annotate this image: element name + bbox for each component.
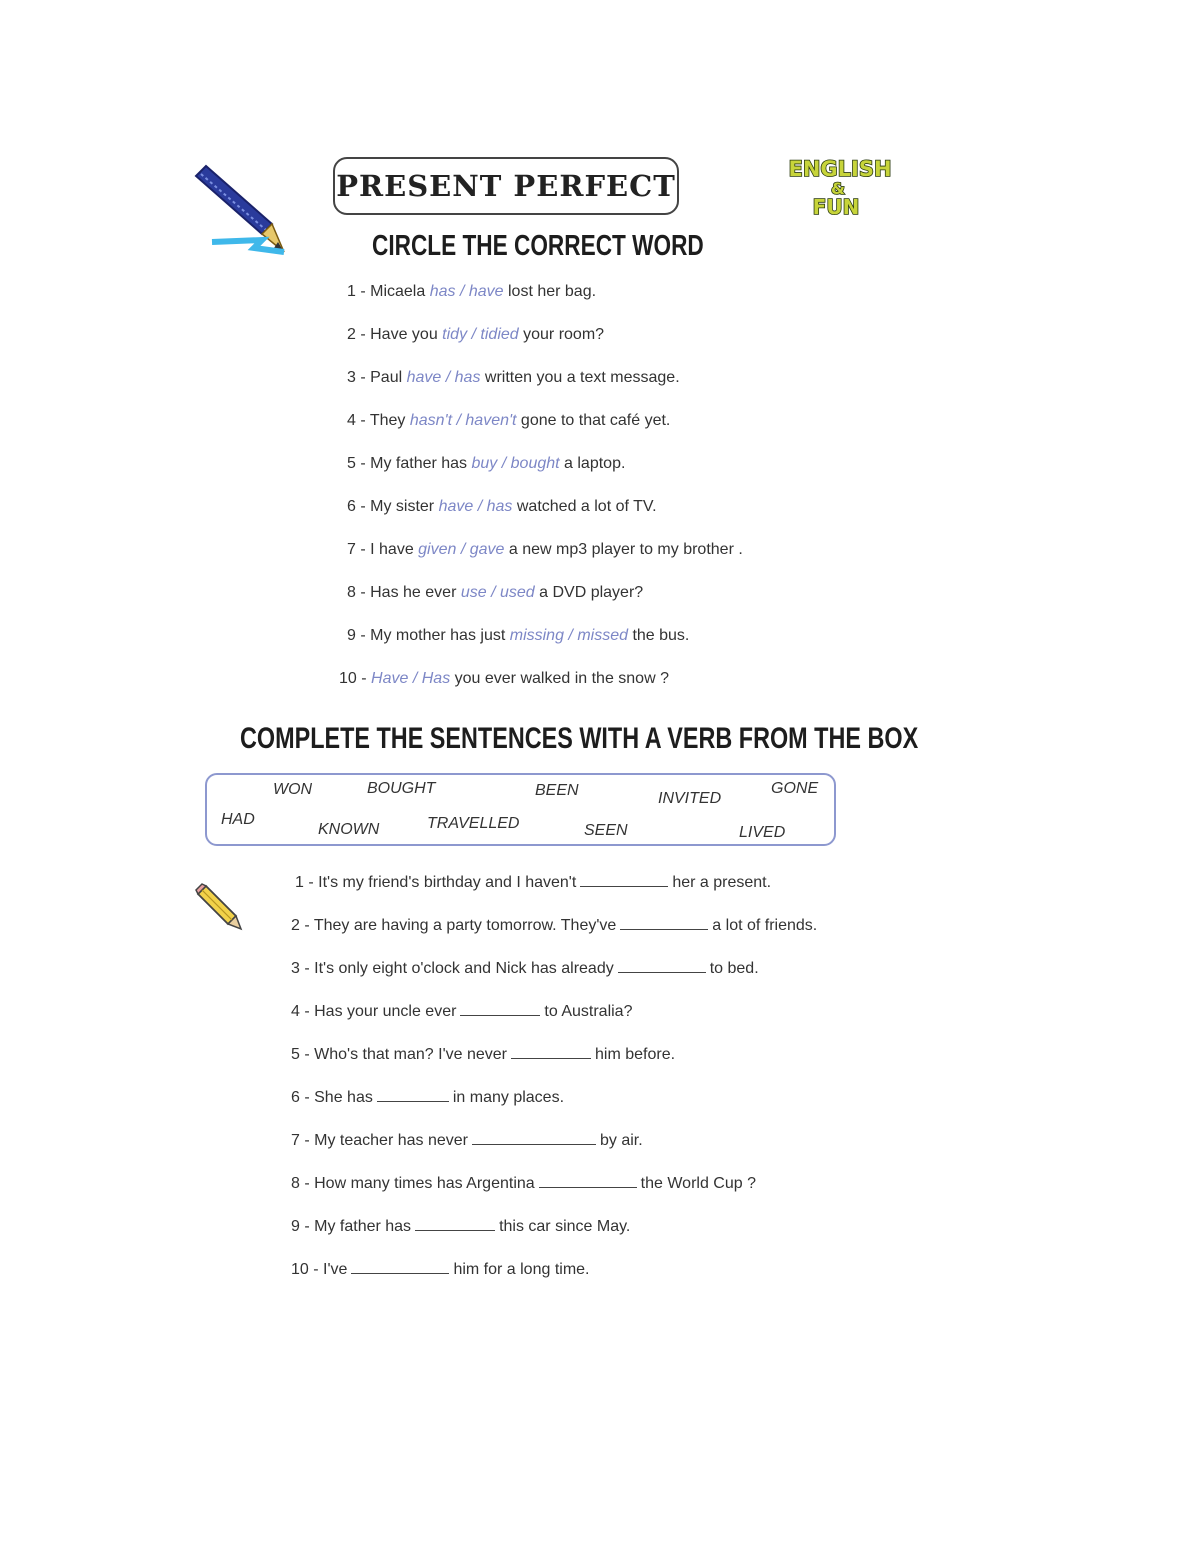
choice-option-1[interactable]: have <box>406 369 442 386</box>
item-text-after: lost her bag. <box>503 283 597 300</box>
item-text-before: Who's that man? I've never <box>314 1046 507 1063</box>
logo-line3: FUN <box>812 195 860 219</box>
item-text-after: gone to that café yet. <box>516 412 671 429</box>
item-number: 3 - <box>291 960 310 977</box>
item-number: 8 - <box>291 1175 310 1192</box>
item-text-before: My mother has just <box>370 627 510 644</box>
verb-box <box>205 773 836 846</box>
item-text-before: It's my friend's birthday and I haven't <box>318 874 577 891</box>
choice-option-1[interactable]: Have <box>371 670 409 687</box>
complete-item <box>295 872 771 894</box>
choice-option-2[interactable]: tidied <box>480 326 519 343</box>
item-number: 10 - <box>339 670 367 687</box>
answer-blank[interactable] <box>580 872 668 887</box>
answer-blank[interactable] <box>620 915 708 930</box>
title-box <box>333 157 679 215</box>
choice-option-1[interactable]: buy <box>471 455 498 472</box>
complete-item <box>291 1001 632 1023</box>
complete-item <box>291 1173 756 1195</box>
item-number: 5 - <box>347 455 366 472</box>
answer-blank[interactable] <box>472 1130 596 1145</box>
choice-separator: / <box>456 541 470 558</box>
complete-item <box>291 915 817 937</box>
choice-separator: / <box>497 455 511 472</box>
circle-item <box>347 496 657 518</box>
choice-option-2[interactable]: has <box>454 369 481 386</box>
answer-blank[interactable] <box>351 1259 449 1274</box>
answer-blank[interactable] <box>511 1044 591 1059</box>
item-text-after: in many places. <box>452 1089 565 1106</box>
item-text-after: by air. <box>599 1132 643 1149</box>
item-text-before: Has your uncle ever <box>314 1003 457 1020</box>
item-text-after: this car since May. <box>499 1218 631 1235</box>
circle-item <box>339 668 669 690</box>
answer-blank[interactable] <box>377 1087 449 1102</box>
complete-item <box>291 1259 590 1281</box>
item-number: 6 - <box>347 498 366 515</box>
choice-option-2[interactable]: have <box>468 283 504 300</box>
complete-item <box>291 1130 643 1152</box>
item-text-before: I have <box>370 541 419 558</box>
box-word: BOUGHT <box>367 780 436 797</box>
box-word: KNOWN <box>318 821 380 838</box>
choice-option-2[interactable]: missed <box>577 627 628 644</box>
item-text-after: to Australia? <box>544 1003 633 1020</box>
circle-item <box>347 410 670 432</box>
item-text-before: My father has <box>314 1218 412 1235</box>
item-number: 10 - <box>291 1261 319 1278</box>
complete-item <box>291 958 759 980</box>
choice-option-1[interactable]: missing <box>509 627 564 644</box>
choice-option-2[interactable]: used <box>499 584 535 601</box>
item-text-after: your room? <box>518 326 605 343</box>
item-text-after: a laptop. <box>559 455 626 472</box>
box-word: LIVED <box>739 824 786 841</box>
logo-line1: ENGLISH <box>788 157 892 181</box>
item-number: 1 - <box>295 874 314 891</box>
choice-separator: / <box>486 584 500 601</box>
page-title: PRESENT PERFECT <box>336 169 676 203</box>
item-text-before: They <box>369 412 410 429</box>
choice-option-1[interactable]: tidy <box>442 326 468 343</box>
box-word: SEEN <box>584 822 628 839</box>
circle-item <box>347 539 743 561</box>
item-text-before: I've <box>323 1261 348 1278</box>
answer-blank[interactable] <box>460 1001 540 1016</box>
item-text-after: a new mp3 player to my brother . <box>504 541 743 558</box>
item-text-before: My father has <box>370 455 472 472</box>
circle-item <box>347 582 643 604</box>
box-word: BEEN <box>535 782 579 799</box>
choice-option-2[interactable]: has <box>486 498 513 515</box>
item-number: 7 - <box>291 1132 310 1149</box>
item-text-before: Have you <box>370 326 443 343</box>
choice-separator: / <box>563 627 578 644</box>
answer-blank[interactable] <box>539 1173 637 1188</box>
box-word: GONE <box>771 780 819 797</box>
item-text-before: My teacher has never <box>314 1132 468 1149</box>
item-number: 8 - <box>347 584 366 601</box>
complete-item <box>291 1044 675 1066</box>
circle-item <box>347 625 689 647</box>
choice-separator: / <box>452 412 466 429</box>
section2-heading: COMPLETE THE SENTENCES WITH A VERB FROM THE BOX <box>240 722 919 755</box>
item-text-before: She has <box>314 1089 373 1106</box>
choice-option-1[interactable]: use <box>460 584 487 601</box>
choice-option-1[interactable]: given <box>418 541 457 558</box>
choice-separator: / <box>473 498 487 515</box>
complete-item <box>291 1087 564 1109</box>
item-number: 1 - <box>347 283 366 300</box>
choice-option-1[interactable]: have <box>438 498 474 515</box>
item-text-after: the World Cup ? <box>640 1175 756 1192</box>
box-word: HAD <box>221 811 255 828</box>
item-text-before: Micaela <box>370 283 430 300</box>
item-text-before: How many times has Argentina <box>314 1175 535 1192</box>
item-number: 7 - <box>347 541 366 558</box>
choice-separator: / <box>467 326 481 343</box>
item-text-after: her a present. <box>672 874 772 891</box>
item-text-after: the bus. <box>628 627 690 644</box>
choice-option-2[interactable]: gave <box>469 541 505 558</box>
answer-blank[interactable] <box>415 1216 495 1231</box>
item-number: 9 - <box>347 627 366 644</box>
english-fun-logo <box>784 152 896 222</box>
choice-option-2[interactable]: bought <box>510 455 560 472</box>
item-text-after: written you a text message. <box>480 369 680 386</box>
item-text-after: him for a long time. <box>453 1261 590 1278</box>
section1-heading: CIRCLE THE CORRECT WORD <box>372 230 704 262</box>
item-text-after: to bed. <box>709 960 759 977</box>
choice-separator: / <box>408 670 422 687</box>
complete-item <box>291 1216 630 1238</box>
circle-item <box>347 281 596 303</box>
pen-icon <box>192 162 292 262</box>
circle-item <box>347 324 604 346</box>
item-text-after: watched a lot of TV. <box>512 498 657 515</box>
logo-line2: & <box>831 179 845 198</box>
box-word: INVITED <box>658 790 722 807</box>
choice-option-2[interactable]: Has <box>421 670 451 687</box>
item-number: 9 - <box>291 1218 310 1235</box>
circle-item <box>347 367 680 389</box>
item-text-after: a DVD player? <box>534 584 644 601</box>
circle-item <box>347 453 625 475</box>
item-text-after: you ever walked in the snow ? <box>450 670 669 687</box>
item-number: 2 - <box>291 917 310 934</box>
choice-option-2[interactable]: haven't <box>465 412 517 429</box>
item-text-before: My sister <box>370 498 439 515</box>
choice-separator: / <box>455 283 469 300</box>
item-text-after: a lot of friends. <box>712 917 818 934</box>
item-text-before: They are having a party tomorrow. They've <box>313 917 617 934</box>
box-word: WON <box>273 781 313 798</box>
item-number: 6 - <box>291 1089 310 1106</box>
item-number: 2 - <box>347 326 366 343</box>
item-text-before: Has he ever <box>370 584 461 601</box>
pencil-icon <box>194 882 244 932</box>
item-number: 3 - <box>347 369 366 386</box>
choice-option-1[interactable]: hasn't <box>409 412 453 429</box>
box-word: TRAVELLED <box>427 815 520 832</box>
item-text-before: Paul <box>370 369 407 386</box>
answer-blank[interactable] <box>618 958 706 973</box>
item-text-before: It's only eight o'clock and Nick has already <box>314 960 614 977</box>
item-number: 4 - <box>347 412 366 429</box>
item-number: 4 - <box>291 1003 310 1020</box>
item-number: 5 - <box>291 1046 310 1063</box>
choice-separator: / <box>441 369 455 386</box>
item-text-after: him before. <box>595 1046 676 1063</box>
choice-option-1[interactable]: has <box>429 283 456 300</box>
